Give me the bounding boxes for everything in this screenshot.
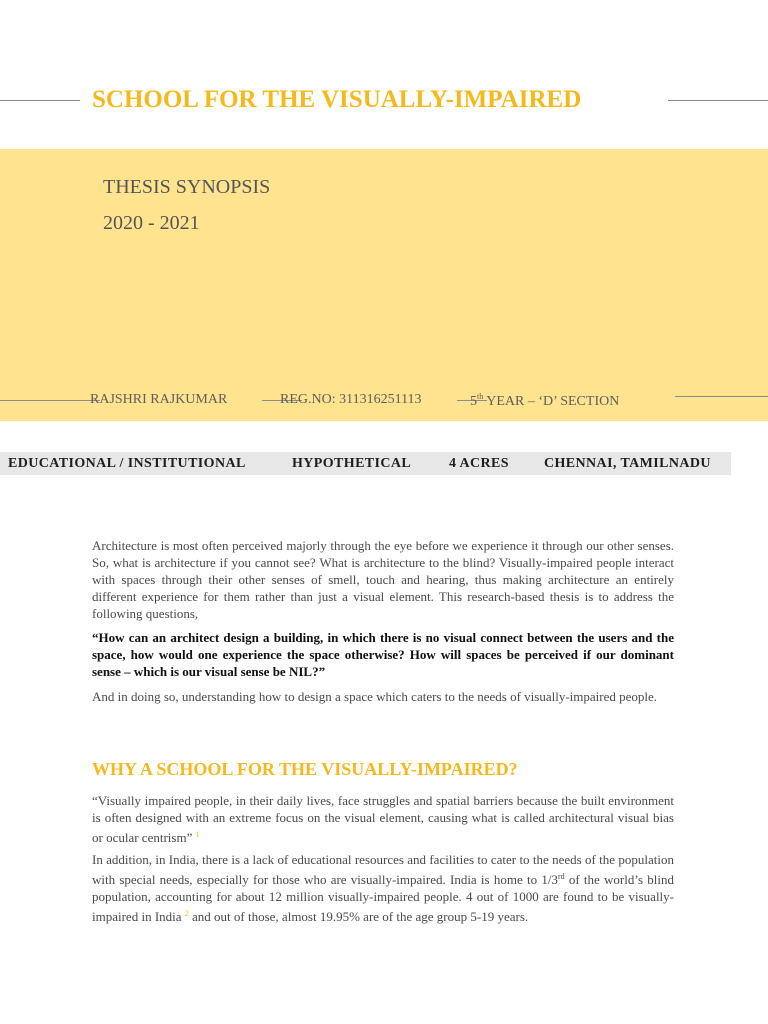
registration-number: REG.NO: 311316251113 — [280, 392, 422, 407]
ordinal-suffix: rd — [557, 872, 565, 881]
footnote-ref-2: 2 — [184, 909, 189, 918]
header-rule-left — [0, 100, 80, 101]
tag-location: CHENNAI, TAMILNADU — [544, 456, 711, 471]
intro-closing-paragraph: And in doing so, understanding how to design a space which caters to the needs of visually-impaired people. — [92, 689, 658, 704]
synopsis-band — [0, 149, 768, 421]
footnote-ref-1: 1 — [195, 830, 200, 839]
india-statistics-paragraph — [92, 851, 674, 925]
year-suffix: th — [477, 392, 484, 401]
india-text-c: and out of those, almost 19.95% are of the age group 5-19 years. — [188, 909, 529, 924]
author-rule-right — [675, 396, 768, 397]
year-section-text: YEAR – ‘D’ SECTION — [483, 394, 620, 409]
research-question: “How can an architect design a building, in which there is no visual connect between the users and the space, how would one experience the space otherwise? How will spaces be perceived if our dominant sense – which is our visual sense be NIL?” — [92, 630, 674, 679]
india-text-b: of the world’s blind population, accounting for about 12 million visually-impaired people. 4 out of 1000 are found to be visually-impaired in India — [92, 872, 674, 924]
author-row — [0, 392, 768, 408]
why-section-heading: WHY A SCHOOL FOR THE VISUALLY-IMPAIRED? — [92, 759, 518, 779]
year-section — [470, 392, 619, 410]
author-name: RAJSHRI RAJKUMAR — [90, 392, 228, 407]
why-quote-text: “Visually impaired people, in their daily lives, face struggles and spatial barriers because the built environment is often designed with an extreme focus on the visual element, causing what is called architectural visual bias or ocular centrism” — [92, 793, 674, 845]
year-number: 5 — [470, 394, 477, 409]
academic-year: 2020 - 2021 — [103, 212, 200, 234]
tag-typology: EDUCATIONAL / INSTITUTIONAL — [8, 456, 246, 471]
why-quote-paragraph — [92, 792, 674, 846]
tag-site-type: HYPOTHETICAL — [292, 456, 412, 471]
intro-paragraph: Architecture is most often perceived majorly through the eye before we experience it through our other senses. So, what is architecture if you cannot see? What is architecture to the blind? Visually-impaired people interact with spaces through their other senses of smell, touch and hearing, thus making architecture an entirely different experience for them rather than just a visual element. This research-based thesis is to address the following questions, — [92, 538, 674, 621]
india-text-a: In addition, in India, there is a lack of educational resources and facilities to cater to the needs of the population with special needs, especially for those who are visually-impaired. India is home to 1/3 — [92, 852, 674, 887]
synopsis-label: THESIS SYNOPSIS — [103, 176, 271, 198]
header-rule-right — [668, 100, 768, 101]
author-rule-left — [0, 400, 100, 401]
document-title: SCHOOL FOR THE VISUALLY-IMPAIRED — [92, 86, 582, 113]
project-tag-bar — [0, 452, 731, 475]
tag-site-area: 4 ACRES — [449, 456, 509, 471]
